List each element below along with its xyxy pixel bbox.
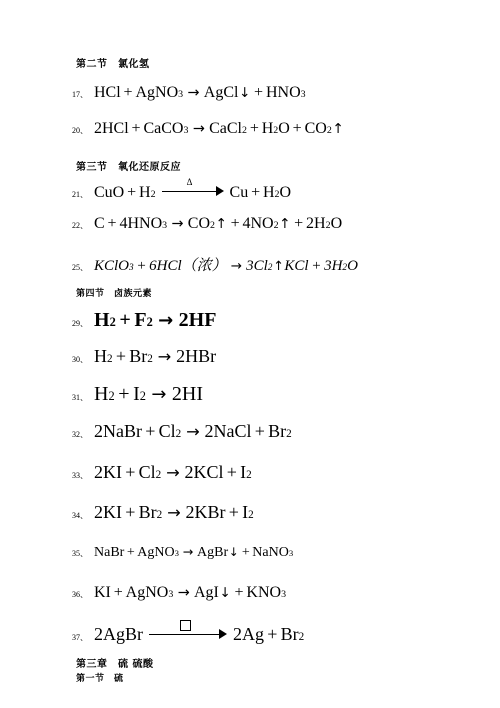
plus-sign: + bbox=[115, 346, 126, 366]
reactant: 2KI bbox=[94, 462, 122, 482]
subscript: 2 bbox=[342, 263, 348, 273]
reactant: KI bbox=[94, 584, 111, 601]
subscript: 2 bbox=[107, 353, 113, 365]
reactant: AgNO bbox=[137, 545, 175, 560]
right-arrow-icon: → bbox=[177, 585, 190, 601]
product: KNO bbox=[246, 584, 282, 601]
light-condition-arrow-icon bbox=[149, 626, 227, 640]
equation-20 bbox=[72, 120, 345, 138]
equation-number: 31、 bbox=[72, 393, 88, 402]
right-arrow-icon: → bbox=[151, 384, 167, 405]
reactant: 2AgBr bbox=[94, 624, 143, 644]
subscript: 2 bbox=[267, 263, 273, 273]
heat-condition-label: Δ bbox=[186, 177, 193, 187]
reactant: AgNO bbox=[135, 84, 179, 101]
reactant: HCl bbox=[94, 84, 121, 101]
reactant: KClO bbox=[94, 258, 130, 274]
subscript: 2 bbox=[109, 315, 116, 329]
reactant: H bbox=[94, 309, 110, 331]
equation-formula bbox=[94, 383, 203, 406]
equation-number: 25、 bbox=[72, 263, 88, 272]
equation-formula bbox=[94, 584, 286, 602]
product: O bbox=[330, 215, 343, 232]
equation-number: 33、 bbox=[72, 471, 88, 480]
subscript: 2 bbox=[325, 220, 331, 231]
equation-35 bbox=[72, 544, 293, 561]
product: AgCl bbox=[203, 84, 239, 101]
subscript: 2 bbox=[273, 125, 279, 136]
subscript: 2 bbox=[147, 353, 153, 365]
section-heading-hydrogen-chloride: 第二节 氯化氢 bbox=[76, 59, 150, 70]
equation-22 bbox=[72, 215, 342, 233]
equation-number: 34、 bbox=[72, 511, 88, 520]
product: 3Cl bbox=[246, 258, 268, 274]
product: I bbox=[240, 462, 247, 482]
equation-formula bbox=[94, 309, 216, 332]
equation-formula bbox=[94, 421, 292, 442]
plus-sign: + bbox=[131, 120, 141, 137]
equation-number: 32、 bbox=[72, 430, 88, 439]
product: I bbox=[242, 502, 249, 522]
subscript: 3 bbox=[288, 548, 294, 558]
equation-number: 29、 bbox=[72, 319, 88, 328]
plus-sign: + bbox=[127, 184, 137, 201]
subscript: 2 bbox=[286, 428, 292, 440]
plus-sign: + bbox=[125, 462, 136, 482]
subscript: 2 bbox=[156, 509, 163, 521]
plus-sign: + bbox=[228, 502, 239, 522]
product: H bbox=[261, 120, 274, 137]
plus-sign: + bbox=[249, 120, 259, 137]
subscript: 2 bbox=[150, 189, 156, 200]
reactant: I bbox=[133, 383, 140, 405]
plus-sign: + bbox=[119, 309, 131, 331]
product: 2KBr bbox=[185, 502, 226, 522]
subscript: 3 bbox=[168, 589, 174, 600]
plus-sign: + bbox=[136, 258, 147, 274]
reactant: AgNO bbox=[125, 584, 169, 601]
subscript: 2 bbox=[139, 389, 146, 403]
product: 2HBr bbox=[176, 346, 217, 366]
section-heading-sulfur: 第一节 硫 bbox=[76, 674, 124, 684]
equation-formula bbox=[94, 544, 293, 561]
equation-formula bbox=[94, 624, 304, 645]
product: AgBr bbox=[197, 545, 229, 560]
subscript: 3 bbox=[174, 548, 179, 558]
precipitate-arrow-icon: ↓ bbox=[239, 85, 251, 101]
precipitate-arrow-icon: ↓ bbox=[219, 585, 231, 601]
plus-sign: + bbox=[254, 84, 264, 101]
plus-sign: + bbox=[145, 421, 156, 441]
gas-arrow-icon: ↑ bbox=[279, 216, 291, 232]
subscript: 2 bbox=[248, 509, 254, 521]
subscript: 2 bbox=[155, 469, 162, 481]
plus-sign: + bbox=[113, 584, 123, 601]
equation-33 bbox=[72, 462, 252, 483]
equation-32 bbox=[72, 421, 292, 442]
product: 2HI bbox=[171, 383, 203, 405]
right-arrow-icon: → bbox=[187, 85, 200, 101]
product: KCl bbox=[284, 258, 309, 274]
product: CO bbox=[304, 120, 327, 137]
equation-25 bbox=[72, 254, 358, 275]
equation-36 bbox=[72, 584, 286, 602]
reactant: H bbox=[94, 346, 107, 366]
equation-34 bbox=[72, 502, 254, 523]
subscript: 3 bbox=[281, 589, 287, 600]
reactant: H bbox=[94, 383, 109, 405]
subscript: 3 bbox=[162, 220, 168, 231]
chapter-heading-sulfur: 第三章 硫 硫酸 bbox=[76, 659, 154, 670]
reactant: 2HCl bbox=[94, 120, 129, 137]
reactant: Br bbox=[129, 346, 148, 366]
product: NaNO bbox=[252, 545, 289, 560]
plus-sign: + bbox=[292, 120, 302, 137]
product: CO bbox=[187, 215, 210, 232]
right-arrow-icon: → bbox=[166, 463, 180, 482]
plus-sign: + bbox=[123, 84, 133, 101]
gas-arrow-icon: ↑ bbox=[215, 216, 228, 232]
equation-number: 35、 bbox=[72, 549, 88, 558]
equation-formula bbox=[94, 177, 292, 202]
equation-formula bbox=[94, 215, 342, 233]
precipitate-arrow-icon: ↓ bbox=[228, 545, 239, 559]
product: O bbox=[279, 184, 292, 201]
product: Cu bbox=[229, 184, 249, 201]
product: CaCl bbox=[209, 120, 242, 137]
plus-sign: + bbox=[267, 624, 278, 644]
plus-sign: + bbox=[125, 502, 136, 522]
reactant: C bbox=[94, 215, 105, 232]
equation-37 bbox=[72, 624, 304, 645]
product: 2NaCl bbox=[204, 421, 252, 441]
equation-29 bbox=[72, 309, 216, 332]
equation-number: 17、 bbox=[72, 90, 88, 99]
right-arrow-icon: → bbox=[230, 258, 243, 274]
equation-number: 37、 bbox=[72, 633, 88, 642]
product: 3H bbox=[324, 258, 343, 274]
product: AgI bbox=[193, 584, 219, 601]
plus-sign: + bbox=[254, 421, 265, 441]
reactant: 2KI bbox=[94, 502, 122, 522]
subscript: 2 bbox=[210, 220, 215, 231]
subscript: 2 bbox=[241, 125, 247, 136]
subscript: 2 bbox=[175, 428, 182, 440]
reactant: Cl bbox=[138, 462, 156, 482]
subscript: 3 bbox=[178, 89, 184, 100]
section-heading-halogens: 第四节 卤族元素 bbox=[76, 289, 153, 299]
plus-sign: + bbox=[251, 184, 261, 201]
reactant: 2NaBr bbox=[94, 421, 142, 441]
plus-sign: + bbox=[118, 383, 130, 405]
plus-sign: + bbox=[230, 215, 240, 232]
reactant: 4HNO bbox=[119, 215, 163, 232]
reactant: Br bbox=[138, 502, 157, 522]
section-heading-redox: 第三节 氧化还原反应 bbox=[76, 162, 181, 173]
product: Br bbox=[280, 624, 299, 644]
equation-formula bbox=[94, 120, 345, 138]
reactant: CaCO bbox=[143, 120, 184, 137]
unreadable-condition-glyph bbox=[149, 620, 221, 631]
right-arrow-icon: → bbox=[167, 503, 181, 522]
subscript: 2 bbox=[146, 315, 153, 329]
plus-sign: + bbox=[107, 215, 117, 232]
right-arrow-icon: → bbox=[182, 544, 194, 559]
plus-sign: + bbox=[294, 215, 304, 232]
right-arrow-icon: → bbox=[157, 347, 172, 366]
subscript: 2 bbox=[274, 189, 280, 200]
equation-formula bbox=[94, 462, 252, 483]
product: 4NO bbox=[242, 215, 274, 232]
equation-17 bbox=[72, 84, 306, 102]
equation-formula bbox=[94, 346, 216, 367]
right-arrow-icon: → bbox=[158, 310, 174, 331]
product: 2HF bbox=[178, 309, 217, 331]
plus-sign: + bbox=[234, 584, 244, 601]
subscript: 3 bbox=[183, 125, 189, 136]
product: H bbox=[262, 184, 275, 201]
plus-sign: + bbox=[126, 545, 135, 560]
subscript: 2 bbox=[108, 389, 115, 403]
subscript: 2 bbox=[273, 220, 279, 231]
product: HNO bbox=[265, 84, 301, 101]
equation-formula bbox=[94, 502, 254, 523]
product: 2Ag bbox=[233, 624, 264, 644]
reactant: 6HCl（浓） bbox=[149, 258, 227, 274]
subscript: 2 bbox=[326, 125, 332, 136]
heating-arrow-icon bbox=[162, 177, 224, 197]
plus-sign: + bbox=[226, 462, 237, 482]
right-arrow-icon: → bbox=[171, 216, 184, 232]
equation-number: 20、 bbox=[72, 126, 88, 135]
plus-sign: + bbox=[311, 258, 322, 274]
subscript: 3 bbox=[300, 89, 306, 100]
reactant: F bbox=[134, 309, 147, 331]
gas-arrow-icon: ↑ bbox=[273, 259, 284, 274]
product: O bbox=[278, 120, 290, 137]
subscript: 2 bbox=[298, 631, 305, 643]
reactant: H bbox=[139, 184, 151, 201]
subscript: 3 bbox=[129, 263, 134, 273]
product: O bbox=[347, 258, 358, 274]
equation-number: 36、 bbox=[72, 590, 88, 599]
equation-21 bbox=[72, 177, 292, 202]
right-arrow-icon: → bbox=[192, 121, 205, 137]
reactant: Cl bbox=[158, 421, 176, 441]
right-arrow-icon: → bbox=[186, 422, 200, 441]
equation-formula bbox=[94, 254, 358, 275]
reactant: NaBr bbox=[94, 545, 125, 560]
equation-formula bbox=[94, 84, 306, 102]
gas-arrow-icon: ↑ bbox=[332, 121, 344, 137]
product: 2H bbox=[306, 215, 326, 232]
equation-number: 30、 bbox=[72, 355, 88, 364]
plus-sign: + bbox=[241, 545, 250, 560]
product: 2KCl bbox=[184, 462, 224, 482]
reactant: CuO bbox=[94, 184, 125, 201]
equation-number: 22、 bbox=[72, 221, 88, 230]
equation-31 bbox=[72, 383, 203, 406]
product: Br bbox=[268, 421, 287, 441]
equation-number: 21、 bbox=[72, 190, 88, 199]
subscript: 2 bbox=[246, 469, 252, 481]
equation-30 bbox=[72, 346, 216, 367]
